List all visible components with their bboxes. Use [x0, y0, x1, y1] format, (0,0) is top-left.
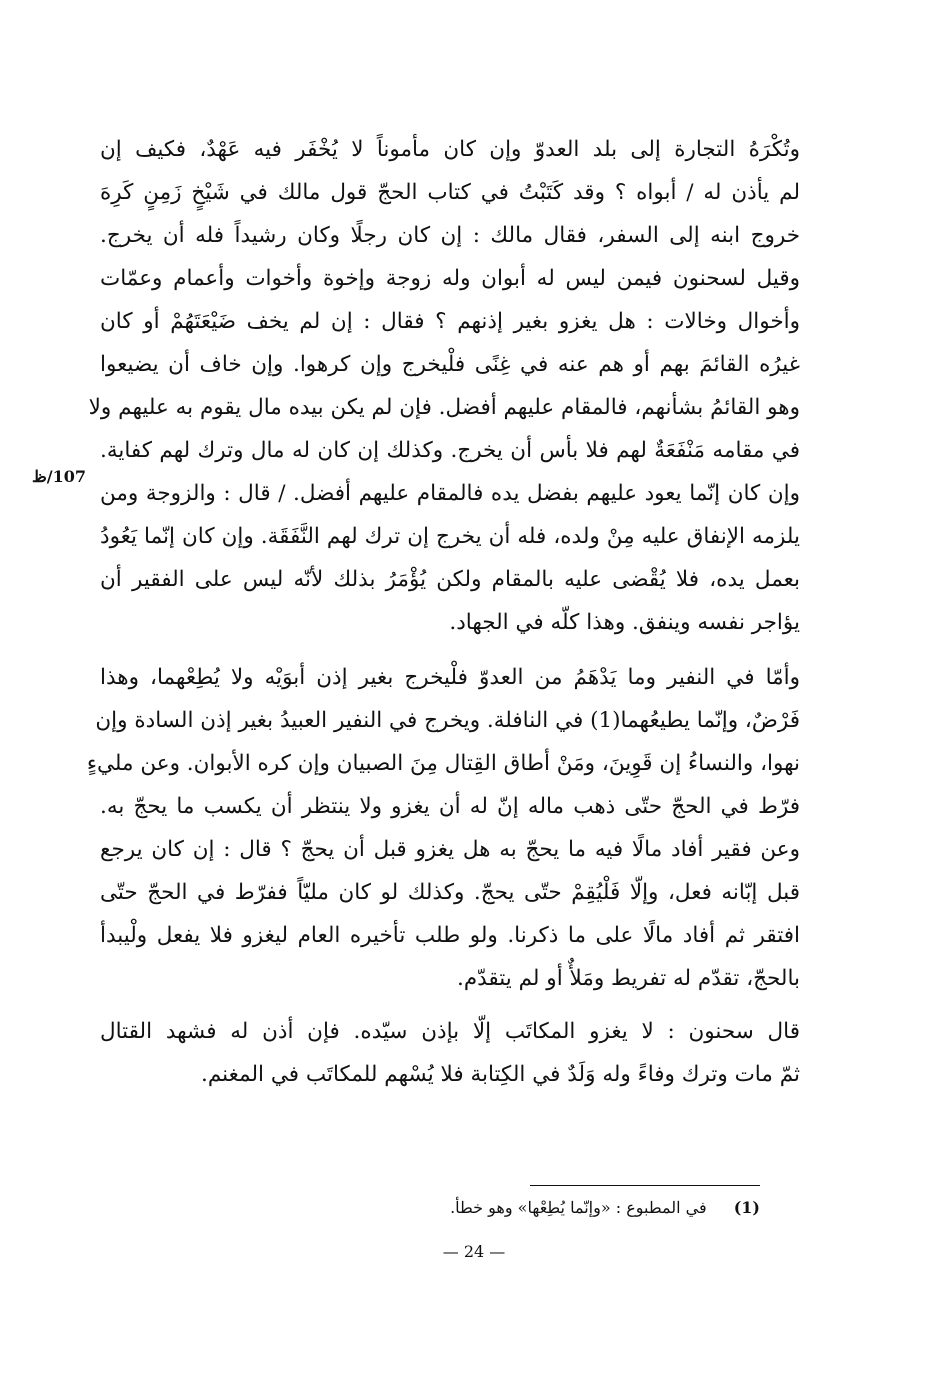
text-line: وقيل لسحنون فيمن ليس له أبوان وله زوجة وإخوة وأخوات وأعمام وعمّات — [100, 266, 800, 291]
footnote-text: في المطبوع : «وإنّما يُطِعْها» وهو خطأ. — [450, 1198, 707, 1217]
text-line: وأمّا في النفير وما يَدْهَمُ من العدوّ فلْيخرج بغير إذن أبوَيْه ولا يُطِعْهما، وهذا — [100, 665, 800, 690]
text-line: لم يأذن له / أبواه ؟ وقد كَتَبْتُ في كتاب الحجّ قول مالك في شَيْخٍ زَمِنٍ كَرِهَ — [100, 180, 800, 205]
text-line: بالحجّ، تقدّم له تفريط ومَلأٌ أو لم يتقدّم. — [457, 966, 800, 991]
paragraph-3 — [100, 1010, 800, 1096]
text-line: ثمّ مات وترك وفاءً وله وَلَدٌ في الكِتابة فلا يُسْهم للمكاتَب في المغنم. — [201, 1062, 800, 1087]
paragraph-2 — [86, 656, 800, 1000]
text-line: قبل إبّانه فعل، وإلّا فَلْيُقِمْ حتّى يحجّ. وكذلك لو كان مليّاً ففرّط في الحجّ حتّى — [100, 880, 800, 905]
paragraph-spacer — [100, 644, 800, 656]
text-line: وعن فقير أفاد مالًا فيه ما يحجّ به هل يغزو قبل أن يحجّ ؟ قال : إن كان يرجع — [100, 837, 800, 862]
text-line: وتُكْرَهُ التجارة إلى بلد العدوّ وإن كان مأموناً لا يُخْفَر فيه عَهْدٌ، فكيف إن — [100, 137, 800, 162]
page-number: — 24 — — [442, 1242, 506, 1261]
text-line: افتقر ثم أفاد مالًا على ما ذكرنا. ولو طلب تأخيره العام ليغزو فلا يفعل ولْيبدأ — [100, 923, 800, 948]
text-line: في مقامه مَنْفَعَةٌ لهم فلا بأس أن يخرج. وكذلك إن كان له مال وترك لهم كفاية. — [100, 438, 800, 463]
text-line: وأخوال وخالات : هل يغزو بغير إذنهم ؟ فقال : إن لم يخف ضَيْعَتَهُمْ أو كان — [100, 309, 800, 334]
text-line: نهوا، والنساءُ إن قَوِينَ، ومَنْ أطاق القِتال مِنَ الصبيان وإن كره الأبوان. وعن مليءٍ — [86, 751, 800, 776]
text-line: بعمل يده، فلا يُقْضى عليه بالمقام ولكن يُؤْمَرُ بذلك لأنّه ليس على الفقير أن — [100, 567, 800, 592]
footnote — [400, 1194, 760, 1222]
body-text — [86, 128, 800, 1096]
text-line: وهو القائمُ بشأنهم، فالمقام عليهم أفضل. فإن لم يكن بيده مال يقوم به عليهم ولا — [88, 395, 800, 420]
text-line: فرّط في الحجّ حتّى ذهب ماله إنّ له أن يغزو ولا ينتظر أن يكسب ما يحجّ به. — [100, 794, 800, 819]
paragraph-spacer — [100, 1000, 800, 1010]
text-line: فَرْضٌ، وإنّما يطيعُهما(1) في النافلة. ويخرج في النفير العبيدُ بغير إذن السادة وإن — [95, 708, 800, 733]
text-line: غيرُه القائمَ بهم أو هم عنه في غِنًى فلْيخرج وإن كرهوا. وإن خاف أن يضيعوا — [100, 352, 800, 377]
manuscript-folio-note: 107/ظ — [32, 467, 87, 486]
paragraph-1 — [88, 128, 800, 644]
footnote-divider — [530, 1185, 760, 1186]
footnote-number: (1) — [733, 1198, 760, 1217]
text-line: يلزمه الإنفاق عليه مِنْ ولده، فله أن يخرج إن ترك لهم النَّفَقَة. وإن كان إنّما يَعُودُ — [100, 524, 800, 549]
text-line: يؤاجر نفسه وينفق. وهذا كلّه في الجهاد. — [449, 610, 800, 635]
text-line: خروج ابنه إلى السفر، فقال مالك : إن كان رجلًا وكان رشيداً فله أن يخرج. — [100, 223, 800, 248]
text-line: قال سحنون : لا يغزو المكاتَب إلّا بإذن سيّده. فإن أذن له فشهد القتال — [100, 1019, 800, 1044]
text-line: وإن كان إنّما يعود عليهم بفضل يده فالمقام عليهم أفضل. / قال : والزوجة ومن — [100, 481, 800, 506]
